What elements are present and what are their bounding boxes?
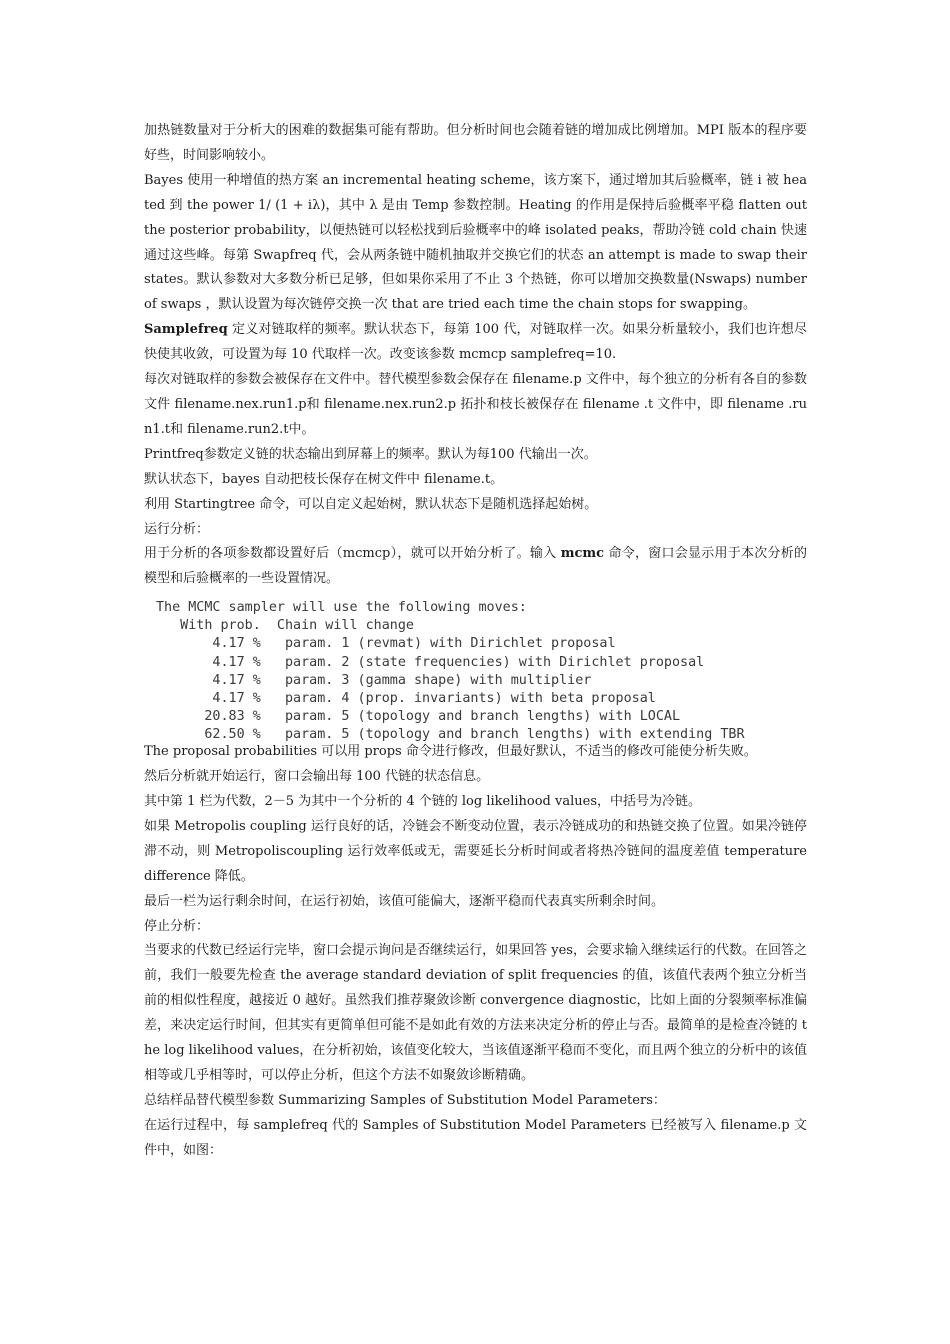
paragraph [144,1114,807,1164]
code-line: 62.50 % param. 5 (topology and branch lengths) with extending TBR [156,726,745,742]
paragraph [144,468,807,493]
code-line: 20.83 % param. 5 (topology and branch lengths) with LOCAL [156,708,681,724]
paragraph [144,542,807,592]
text-run: 每次对链取样的参数会被保存在文件中。替代模型参数会保存在 filename.p 文件中，每个独立的分析有各自的参数文件 filename.nex.run1.p和 filename.nex.run2.p 拓扑和枝长被保存在 filename .t 文件中，即 filename .run1.t和 filename.run2.t中。 [144,372,807,437]
mcmc-moves-output [144,599,856,743]
code-line: With prob. Chain will change [156,618,414,634]
document-body [144,119,807,1164]
paragraph [144,318,807,368]
paragraph [144,443,807,468]
text-run: Printfreq参数定义链的状态输出到屏幕上的频率。默认为每100 代输出一次。 [144,446,597,462]
text-run: 定义对链取样的频率。默认状态下，每第 100 代，对链取样一次。如果分析量较小，我们也许想尽快使其收敛，可设置为每 10 代取样一次。改变该参数 mcmcp samplefreq=10. [144,322,807,363]
paragraph [144,815,807,890]
text-run: 总结样品替代模型参数 Summarizing Samples of Substitution Model Parameters： [144,1092,666,1108]
text-run: 如果 Metropolis coupling 运行良好的话，冷链会不断变动位置，表示冷链成功的和热链交换了位置。如果冷链停滞不动，则 Metropoliscoupling 运行效率低或无，需要延长分析时间或者将热冷链间的温度差值 temperature difference 降低。 [144,818,807,884]
text-run: 利用 Startingtree 命令，可以自定义起始树，默认状态下是随机选择起始树。 [144,496,598,512]
text-run: 加热链数量对于分析大的困难的数据集可能有帮助。但分析时间也会随着链的增加成比例增加。MPI 版本的程序要好些，时间影响较小。 [144,123,807,163]
code-line: 4.17 % param. 4 (prop. invariants) with beta proposal [156,690,656,706]
paragraph [144,890,807,915]
paragraph [144,939,807,1088]
bold-term: mcmc [560,546,605,562]
text-run: The proposal probabilities 可以用 props 命令进行修改，但最好默认，不适当的修改可能使分析失败。 [144,744,757,760]
paragraph [144,493,807,518]
text-run: 运行分析： [144,521,210,537]
bold-term: Samplefreq [144,322,228,338]
code-line: 4.17 % param. 1 (revmat) with Dirichlet proposal [156,636,616,652]
text-run: 默认状态下，bayes 自动把枝长保存在树文件中 filename.t。 [144,471,504,487]
text-run: 停止分析： [144,918,210,934]
paragraph [144,518,807,543]
text-run: 用于分析的各项参数都设置好后（mcmcp），就可以开始分析了。输入 [144,546,561,562]
code-line: 4.17 % param. 3 (gamma shape) with multiplier [156,672,592,688]
text-run: 命令，窗口会显示用于本次分析的模型和后验概率的一些设置情况。 [144,546,807,587]
paragraph [144,790,807,815]
text-run: Bayes 使用一种增值的热方案 an incremental heating scheme，该方案下，通过增加其后验概率，链 i 被 heated 到 the power 1/ (1 + iλ)，其中 λ 是由 Temp 参数控制。Heating 的作用是保持后验概率平稳 flatten out the posterior probability，以便热链可以轻松找到后验概率中的峰 isolated peaks，帮助冷链 cold chain 快速通过这些峰。每第 Swapfreq 代，会从两条链中随机抽取并交换它们的状态 an attempt is made to swap their states。默认参数对大多数分析已足够，但如果你采用了不止 3 个热链，你可以增加交换数量(Nswaps) number of swaps ，默认设置为每次链停交换一次 that are tried each time the chain stops for swapping。 [144,172,807,313]
text-run: 然后分析就开始运行，窗口会输出每 100 代链的状态信息。 [144,769,490,785]
paragraph [144,119,807,169]
text-section-after-code [144,740,807,1163]
code-line: The MCMC sampler will use the following moves: [156,600,527,616]
paragraph [144,1089,807,1114]
paragraph [144,915,807,940]
text-run: 最后一栏为运行剩余时间，在运行初始，该值可能偏大，逐渐平稳而代表真实所剩余时间。 [144,893,665,909]
text-run: 其中第 1 栏为代数，2－5 为其中一个分析的 4 个链的 log likelihood values，中括号为冷链。 [144,794,701,810]
paragraph [144,368,807,443]
text-run: 在运行过程中，每 samplefreq 代的 Samples of Substitution Model Parameters 已经被写入 filename.p 文件中，如图： [144,1117,807,1158]
paragraph [144,169,807,318]
code-line: 4.17 % param. 2 (state frequencies) with Dirichlet proposal [156,654,705,670]
text-run: 当要求的代数已经运行完毕，窗口会提示询问是否继续运行，如果回答 yes，会要求输入继续运行的代数。在回答之前，我们一般要先检查 the average standard deviation of split frequencies 的值，该值代表两个独立分析当前的相似性程度，越接近 0 越好。虽然我们推荐聚敛诊断 convergence diagnostic，比如上面的分裂频率标准偏差，来决定运行时间，但其实有更简单但可能不是如此有效的方法来决定分析的停止与否。最简单的是检查冷链的 the log likelihood values，在分析初始，该值变化较大，当该值逐渐平稳而不变化，而且两个独立的分析中的该值相等或几乎相等时，可以停止分析，但这个方法不如聚敛诊断精确。 [144,943,807,1083]
text-section-before-code [144,119,807,592]
paragraph [144,765,807,790]
